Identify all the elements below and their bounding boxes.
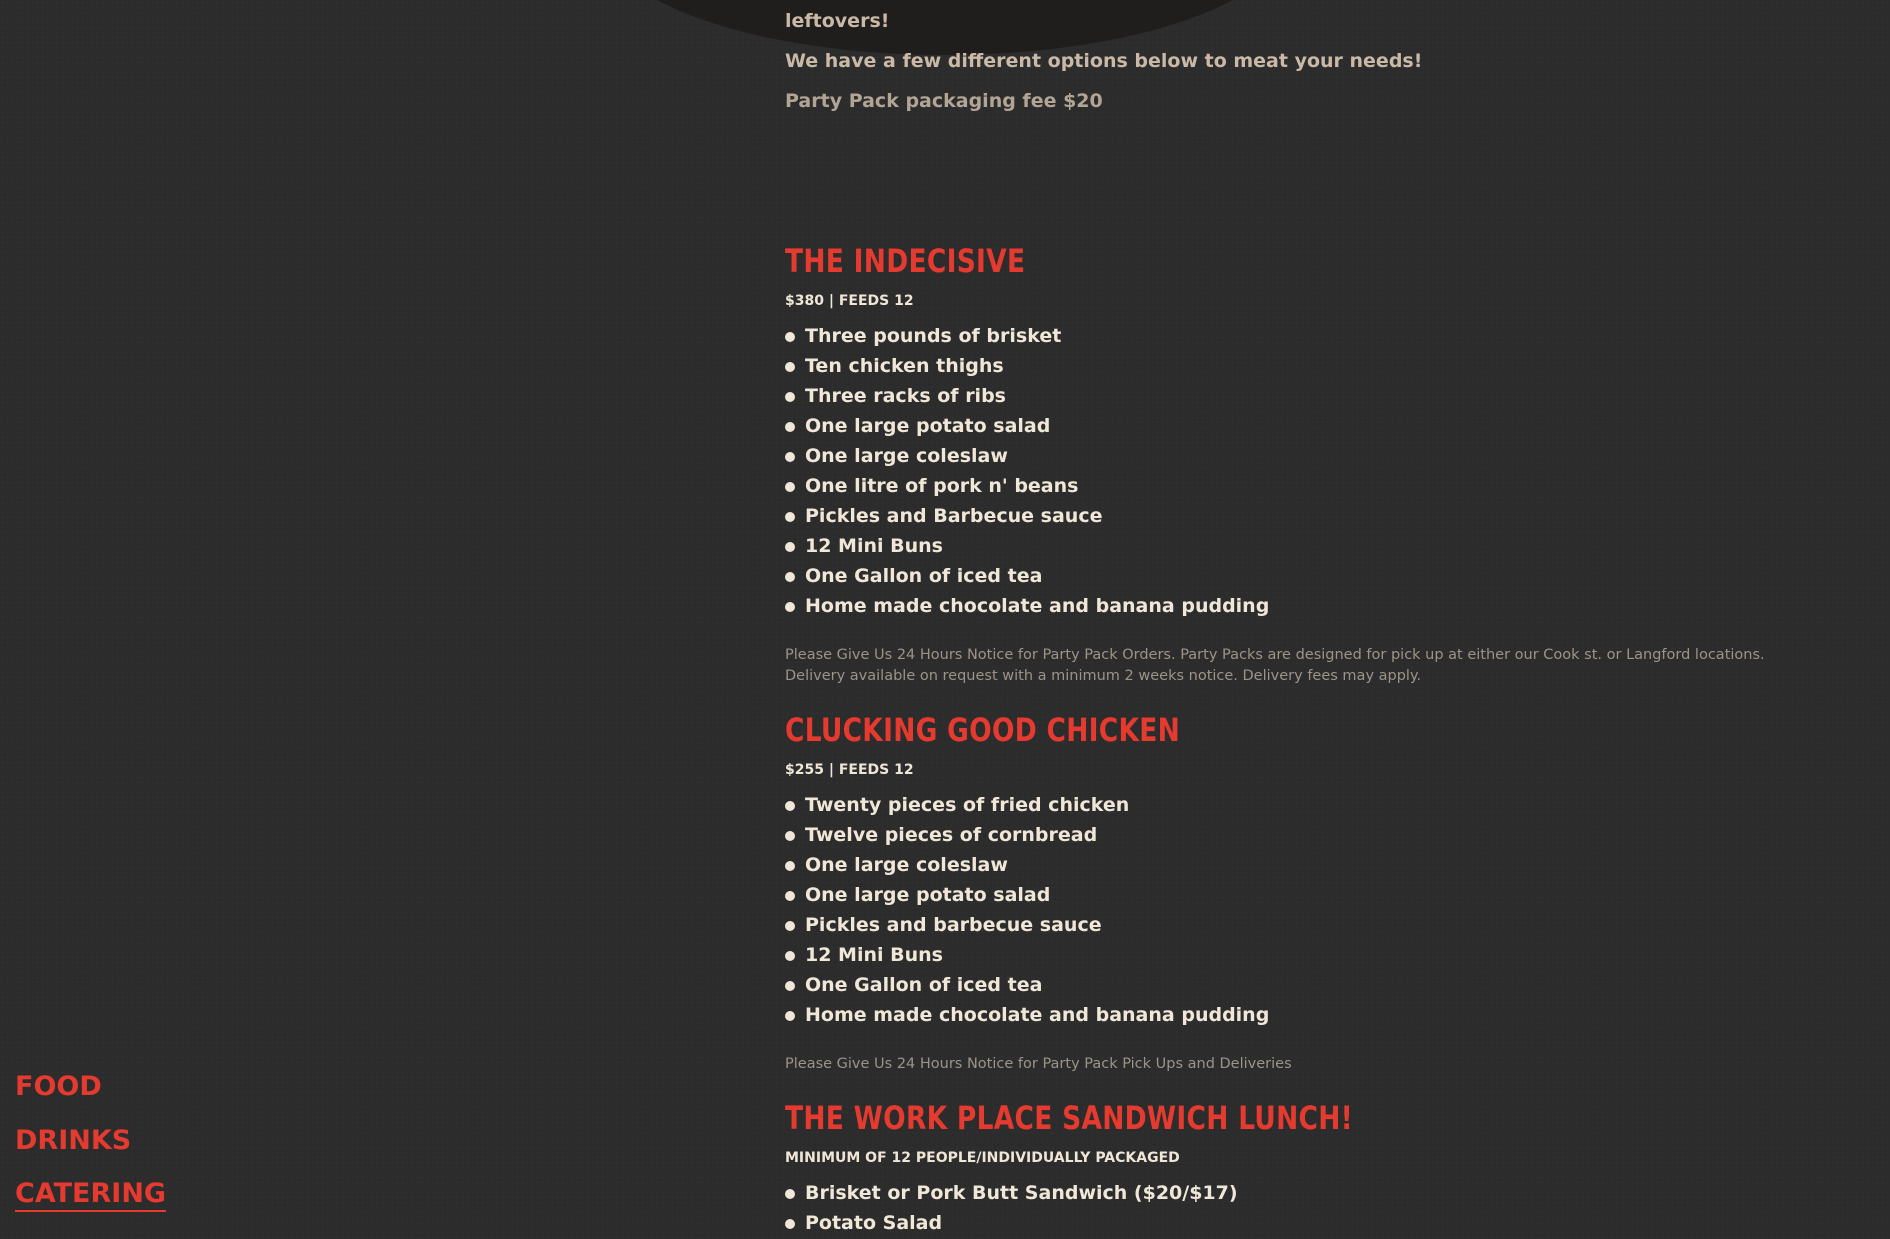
bullet-icon: [785, 392, 795, 402]
item-text: One large potato salad: [805, 415, 1051, 437]
item-list: [785, 1178, 1825, 1238]
section-title: THE INDECISIVE: [785, 242, 1026, 280]
list-item: [785, 531, 1825, 561]
intro-options-line: We have a few different options below to meat your needs!: [785, 50, 1423, 72]
bullet-icon: [785, 1219, 795, 1229]
list-item: [785, 351, 1825, 381]
nav-link-catering[interactable]: CATERING: [15, 1178, 166, 1212]
item-text: 12 Mini Buns: [805, 535, 943, 557]
item-text: One large coleslaw: [805, 854, 1008, 876]
list-item: [785, 1208, 1825, 1238]
list-item: [785, 910, 1825, 940]
bullet-icon: [785, 542, 795, 552]
list-item: [785, 820, 1825, 850]
list-item: [785, 411, 1825, 441]
item-list: [785, 790, 1825, 1030]
nav-link-food[interactable]: FOOD: [15, 1071, 102, 1102]
list-item: [785, 441, 1825, 471]
bullet-icon: [785, 1011, 795, 1021]
packaging-fee-line: Party Pack packaging fee $20: [785, 90, 1103, 112]
bullet-icon: [785, 482, 795, 492]
bullet-icon: [785, 512, 795, 522]
item-text: One large potato salad: [805, 884, 1051, 906]
item-text: Three racks of ribs: [805, 385, 1006, 407]
list-item: [785, 1178, 1825, 1208]
bullet-icon: [785, 801, 795, 811]
bullet-icon: [785, 332, 795, 342]
bullet-icon: [785, 452, 795, 462]
price-feeds: $380 | FEEDS 12: [785, 293, 914, 309]
section-clucking-good-chicken: [785, 712, 1825, 1090]
list-item: [785, 880, 1825, 910]
bullet-icon: [785, 981, 795, 991]
item-text: One Gallon of iced tea: [805, 974, 1043, 996]
list-item: [785, 591, 1825, 621]
section-title: CLUCKING GOOD CHICKEN: [785, 711, 1181, 749]
list-item: [785, 850, 1825, 880]
list-item: [785, 790, 1825, 820]
item-text: 12 Mini Buns: [805, 944, 943, 966]
item-text: One litre of pork n' beans: [805, 475, 1079, 497]
bullet-icon: [785, 572, 795, 582]
section-the-indecisive: [785, 243, 1825, 702]
notice-text: Please Give Us 24 Hours Notice for Party Pack Pick Ups and Deliveries: [785, 1056, 1292, 1072]
bullet-icon: [785, 602, 795, 612]
item-text: Brisket or Pork Butt Sandwich ($20/$17): [805, 1182, 1238, 1204]
item-text: One Gallon of iced tea: [805, 565, 1043, 587]
bullet-icon: [785, 422, 795, 432]
bullet-icon: [785, 891, 795, 901]
price-feeds: $255 | FEEDS 12: [785, 762, 914, 778]
bullet-icon: [785, 861, 795, 871]
top-dark-blob: [600, 0, 1290, 55]
bullet-icon: [785, 831, 795, 841]
item-text: Three pounds of brisket: [805, 325, 1062, 347]
item-list: [785, 321, 1825, 621]
bullet-icon: [785, 951, 795, 961]
intro-leftovers-line: leftovers!: [785, 10, 890, 32]
item-text: Home made chocolate and banana pudding: [805, 1004, 1270, 1026]
item-text: Potato Salad: [805, 1212, 943, 1234]
item-text: Twenty pieces of fried chicken: [805, 794, 1130, 816]
item-text: Twelve pieces of cornbread: [805, 824, 1098, 846]
nav-link-drinks[interactable]: DRINKS: [15, 1125, 132, 1156]
item-text: One large coleslaw: [805, 445, 1008, 467]
item-text: Pickles and Barbecue sauce: [805, 505, 1103, 527]
list-item: [785, 970, 1825, 1000]
item-text: Pickles and barbecue sauce: [805, 914, 1102, 936]
bullet-icon: [785, 921, 795, 931]
list-item: [785, 940, 1825, 970]
item-text: Ten chicken thighs: [805, 355, 1004, 377]
list-item: [785, 501, 1825, 531]
item-text: Home made chocolate and banana pudding: [805, 595, 1270, 617]
notice-text: Please Give Us 24 Hours Notice for Party Pack Orders. Party Packs are designed for pick up at either our Cook st. or Langford locations. Delivery available on request with a minimum 2 weeks notice. Delivery fees may apply.: [785, 647, 1765, 684]
minimum-order-note: MINIMUM OF 12 PEOPLE/INDIVIDUALLY PACKAGED: [785, 1150, 1180, 1166]
bullet-icon: [785, 1189, 795, 1199]
bullet-icon: [785, 362, 795, 372]
list-item: [785, 381, 1825, 411]
list-item: [785, 321, 1825, 351]
list-item: [785, 561, 1825, 591]
section-work-place-sandwich-lunch: [785, 1100, 1825, 1238]
list-item: [785, 1000, 1825, 1030]
list-item: [785, 471, 1825, 501]
section-title: THE WORK PLACE SANDWICH LUNCH!: [785, 1099, 1354, 1137]
side-navigation: [15, 1070, 166, 1232]
